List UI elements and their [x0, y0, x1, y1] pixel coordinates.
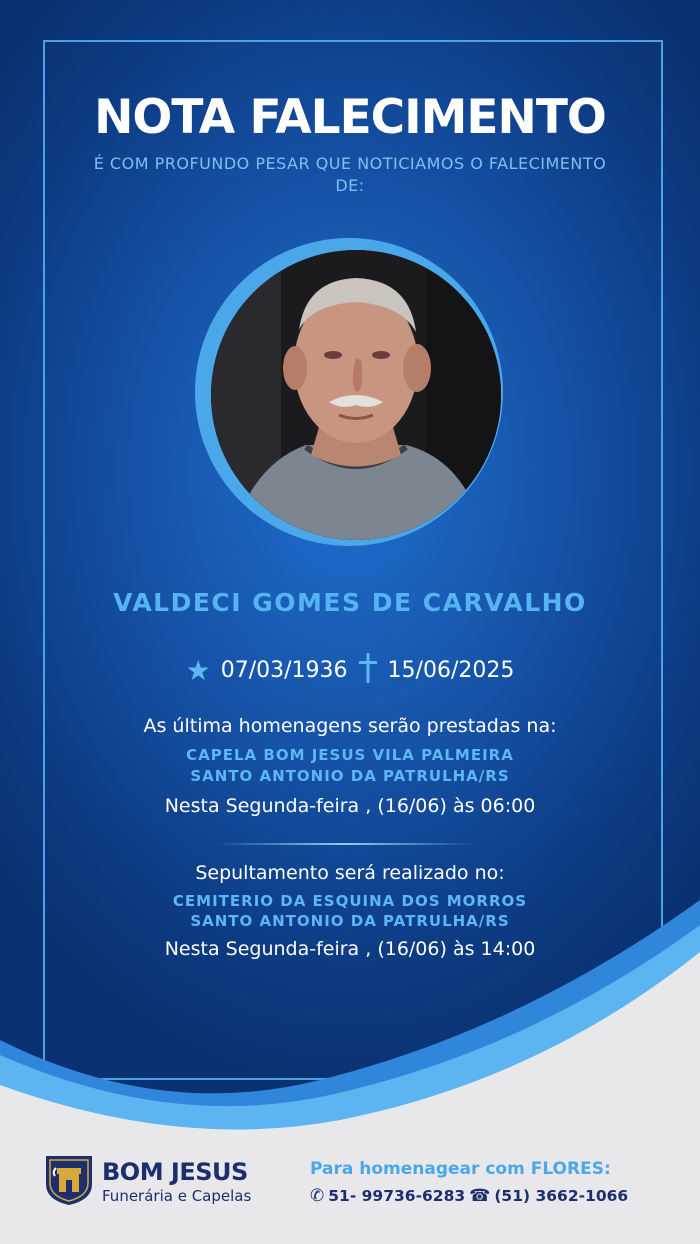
homage-intro: As última homenagens serão prestadas na: [143, 715, 557, 737]
page-title: NOTA FALECIMENTO [94, 90, 606, 145]
brand-subtitle: Funerária e Capelas [102, 1187, 252, 1205]
cross-icon [358, 652, 378, 689]
homage-place-line2: SANTO ANTONIO DA PATRULHA/RS [190, 767, 510, 785]
homage-place-line1: CAPELA BOM JESUS VILA PALMEIRA [186, 746, 514, 764]
brand-name: BOM JESUS [102, 1158, 248, 1186]
death-date: 15/06/2025 [387, 658, 515, 683]
dates-row [0, 652, 700, 689]
burial-intro: Sepultamento será realizado no: [195, 862, 505, 884]
birth-date: 07/03/1936 [220, 658, 348, 683]
bom-jesus-logo [44, 1154, 94, 1206]
subtitle: É COM PROFUNDO PESAR QUE NOTICIAMOS O FALECIMENTO DE: [93, 154, 607, 195]
phones-row [310, 1186, 670, 1206]
phone-mobile[interactable]: 51- 99736-6283 [328, 1187, 466, 1205]
homage-time: Nesta Segunda-feira , (16/06) às 06:00 [164, 795, 536, 817]
telephone-icon: ☎ [469, 1186, 491, 1206]
star-icon: ★ [185, 653, 211, 687]
burial-place-line2: SANTO ANTONIO DA PATRULHA/RS [190, 912, 510, 930]
phone-landline[interactable]: (51) 3662-1066 [494, 1187, 629, 1205]
burial-place-line1: CEMITERIO DA ESQUINA DOS MORROS [172, 892, 528, 910]
phone-icon: ✆ [310, 1186, 325, 1206]
deceased-name: VALDECI GOMES DE CARVALHO [113, 588, 587, 617]
burial-time: Nesta Segunda-feira , (16/06) às 14:00 [164, 938, 536, 960]
flowers-cta: Para homenagear com FLORES: [310, 1159, 611, 1179]
deceased-photo [211, 250, 501, 540]
divider [215, 843, 475, 845]
